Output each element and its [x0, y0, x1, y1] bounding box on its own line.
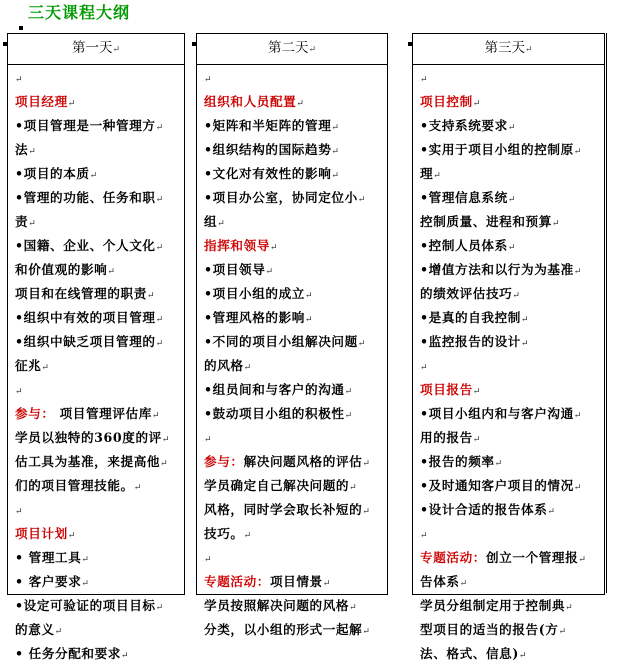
return-mark-icon: ↵: [151, 411, 160, 421]
return-mark-icon: ↵: [349, 603, 357, 613]
text-line: • 客户要求↵: [15, 574, 89, 589]
paragraph-mark: [19, 26, 23, 30]
return-mark-icon: ↵: [362, 507, 370, 517]
return-mark-icon: ↵: [331, 123, 339, 133]
return-mark-icon: ↵: [518, 651, 527, 661]
text-line: 组↵: [204, 214, 225, 229]
text-line: •文化对有效性的影响↵: [204, 166, 339, 181]
return-mark-icon: ↵: [81, 579, 89, 589]
text-line: •报告的频率↵: [420, 454, 503, 469]
return-mark-icon: ↵: [472, 435, 481, 445]
text-line: [204, 67, 381, 91]
text-line: •组织中缺乏项目管理的↵: [15, 334, 164, 349]
text-line: •组织结构的国际趋势↵: [204, 142, 339, 157]
return-mark-icon: ↵: [362, 627, 370, 637]
text-line: •设计合适的报告体系↵: [420, 502, 555, 517]
return-mark-icon: ↵: [573, 267, 582, 277]
return-mark-icon: ↵: [305, 291, 313, 301]
return-mark-icon: ↵: [507, 123, 516, 133]
return-mark-icon: ↵: [121, 651, 129, 661]
text-line: •实用于项目小组的控制原↵: [420, 142, 582, 157]
return-mark-icon: ↵: [305, 315, 313, 325]
return-mark-icon: ↵: [472, 99, 481, 109]
return-mark-icon: ↵: [521, 315, 529, 325]
text-line: 型项目的适当的报告(方↵: [420, 622, 567, 637]
section-heading: 参与：解决问题风格的评估↵: [204, 454, 370, 469]
text-line: •不同的项目小组解决问题↵: [204, 334, 366, 349]
text-line: •国籍、企业、个人文化↵: [15, 238, 164, 253]
return-mark-icon: ↵: [507, 243, 516, 253]
return-mark-icon: ↵: [155, 603, 164, 613]
text-line: •项目小组内和与客户沟通↵: [420, 406, 582, 421]
text-line: [420, 355, 598, 379]
column-body: [8, 65, 184, 667]
return-mark-icon: ↵: [349, 483, 357, 493]
return-mark-icon: ↵: [322, 579, 331, 589]
return-mark-icon: ↵: [344, 411, 353, 421]
text-line: •控制人员体系↵: [420, 238, 516, 253]
text-line: 项目和在线管理的职责↵: [15, 286, 155, 301]
text-line: 征兆↵: [15, 358, 49, 373]
text-line: •项目的本质↵: [15, 166, 98, 181]
return-mark-icon: ↵: [89, 171, 98, 181]
right-margin-line: [606, 33, 607, 593]
return-mark-icon: ↵: [15, 75, 23, 85]
return-mark-icon: ↵: [28, 219, 36, 229]
section-heading: 项目控制↵: [420, 94, 481, 109]
bullet-square-icon: [408, 42, 412, 46]
text-line: •支持系统要求↵: [420, 118, 516, 133]
day1-column: [7, 33, 185, 661]
text-line: •组员间和与客户的沟通↵: [204, 382, 353, 397]
text-line: 风格，同时学会取长补短的↵: [204, 502, 370, 517]
text-line: [420, 67, 598, 91]
return-mark-icon: ↵: [265, 267, 273, 277]
text-line: [15, 499, 178, 523]
return-mark-icon: ↵: [112, 45, 121, 55]
return-mark-icon: ↵: [344, 387, 353, 397]
text-line: [204, 427, 381, 451]
return-mark-icon: ↵: [155, 339, 164, 349]
return-mark-icon: ↵: [308, 45, 317, 55]
section-heading: 专题活动：创立一个管理报↵: [420, 550, 586, 565]
return-mark-icon: ↵: [512, 291, 520, 301]
text-line: •是真的自我控制↵: [420, 310, 529, 325]
return-mark-icon: ↵: [578, 555, 586, 565]
text-line: 的风格↵: [204, 358, 252, 373]
text-line: 分类，以小组的形式一起解↵: [204, 622, 370, 637]
text-line: [15, 67, 178, 91]
column-header: [197, 34, 387, 65]
return-mark-icon: ↵: [155, 315, 164, 325]
return-mark-icon: ↵: [41, 363, 49, 373]
text-line: 学员按照解决问题的风格↵: [204, 598, 357, 613]
text-line: 技巧。↵: [204, 526, 252, 541]
text-line: 理↵: [420, 166, 441, 181]
text-line: • 管理工具↵: [15, 550, 89, 565]
bullet-square-icon: [3, 42, 7, 46]
return-mark-icon: ↵: [558, 627, 567, 637]
text-line: 法↵: [15, 142, 36, 157]
return-mark-icon: ↵: [507, 195, 516, 205]
return-mark-icon: ↵: [243, 363, 252, 373]
return-mark-icon: ↵: [204, 435, 212, 445]
return-mark-icon: ↵: [155, 243, 164, 253]
text-line: 学员分组制定用于控制典↵: [420, 598, 573, 613]
section-heading: 项目报告↵: [420, 382, 481, 397]
return-mark-icon: ↵: [551, 219, 560, 229]
section-heading: 参与： 项目管理评估库↵: [15, 406, 160, 421]
return-mark-icon: ↵: [494, 459, 503, 469]
return-mark-icon: ↵: [362, 459, 370, 469]
return-mark-icon: ↵: [54, 627, 63, 637]
day2-column: [196, 33, 388, 637]
return-mark-icon: ↵: [15, 387, 23, 397]
column-header: [8, 34, 184, 65]
text-line: •矩阵和半矩阵的管理↵: [204, 118, 339, 133]
return-mark-icon: ↵: [547, 507, 555, 517]
section-heading: 项目计划↵: [15, 526, 76, 541]
return-mark-icon: ↵: [107, 267, 115, 277]
return-mark-icon: ↵: [524, 45, 533, 55]
return-mark-icon: ↵: [573, 483, 582, 493]
text-line: •项目管理是一种管理方↵: [15, 118, 164, 133]
column-header-text: 第一天: [71, 40, 113, 56]
return-mark-icon: ↵: [296, 99, 304, 109]
return-mark-icon: ↵: [357, 339, 366, 349]
text-line: [204, 547, 381, 571]
return-mark-icon: ↵: [81, 555, 89, 565]
return-mark-icon: ↵: [67, 99, 76, 109]
section-heading: 专题活动：项目情景↵: [204, 574, 331, 589]
text-line: •管理信息系统↵: [420, 190, 516, 205]
text-line: 责↵: [15, 214, 36, 229]
return-mark-icon: ↵: [420, 531, 428, 541]
return-mark-icon: ↵: [433, 171, 441, 181]
return-mark-icon: ↵: [331, 147, 339, 157]
column-header: [413, 34, 604, 65]
return-mark-icon: ↵: [573, 147, 582, 157]
return-mark-icon: ↵: [573, 411, 582, 421]
text-line: • 任务分配和要求↵: [15, 646, 129, 661]
return-mark-icon: ↵: [155, 195, 164, 205]
return-mark-icon: ↵: [133, 483, 142, 493]
return-mark-icon: ↵: [565, 603, 573, 613]
return-mark-icon: ↵: [420, 363, 428, 373]
return-mark-icon: ↵: [204, 75, 212, 85]
text-line: 用的报告↵: [420, 430, 481, 445]
column-header-text: 第二天: [267, 40, 309, 56]
text-line: 学员确定自己解决问题的↵: [204, 478, 357, 493]
return-mark-icon: ↵: [420, 75, 428, 85]
column-body: [197, 65, 387, 643]
column-body: [413, 65, 604, 667]
return-mark-icon: ↵: [28, 147, 36, 157]
page-title: 三天课程大纲: [28, 3, 131, 22]
return-mark-icon: ↵: [160, 459, 168, 469]
text-line: [420, 523, 598, 547]
text-line: 法、格式、信息)↵: [420, 646, 527, 661]
return-mark-icon: ↵: [15, 507, 23, 517]
return-mark-icon: ↵: [472, 387, 481, 397]
return-mark-icon: ↵: [357, 195, 366, 205]
return-mark-icon: ↵: [269, 243, 278, 253]
return-mark-icon: ↵: [155, 123, 164, 133]
text-line: 的意义↵: [15, 622, 63, 637]
text-line: •监控报告的设计↵: [420, 334, 529, 349]
return-mark-icon: ↵: [67, 531, 76, 541]
text-line: 控制质量、进程和预算↵: [420, 214, 560, 229]
return-mark-icon: ↵: [459, 579, 468, 589]
text-line: •组织中有效的项目管理↵: [15, 310, 164, 325]
text-line: •增值方法和以行为为基准↵: [420, 262, 582, 277]
column-header-text: 第三天: [484, 40, 525, 56]
text-line: 们的项目管理技能。↵: [15, 478, 142, 493]
return-mark-icon: ↵: [161, 435, 170, 445]
text-line: •项目办公室，协同定位小↵: [204, 190, 366, 205]
text-line: •管理的功能、任务和职↵: [15, 190, 164, 205]
text-line: 告体系↵: [420, 574, 468, 589]
text-line: [15, 379, 178, 403]
section-heading: 组织和人员配置↵: [204, 94, 304, 109]
day3-column: [412, 33, 605, 661]
return-mark-icon: ↵: [204, 555, 212, 565]
text-line: •设定可验证的项目目标↵: [15, 598, 164, 613]
text-line: 估工具为基准，来提高他↵: [15, 454, 168, 469]
section-heading: 项目经理↵: [15, 94, 76, 109]
text-line: 的绩效评估技巧↵: [420, 286, 520, 301]
text-line: 和价值观的影响↵: [15, 262, 115, 277]
text-line: •项目小组的成立↵: [204, 286, 313, 301]
text-line: 学员以独特的360度的评↵: [15, 430, 170, 445]
return-mark-icon: ↵: [331, 171, 339, 181]
text-line: •项目领导↵: [204, 262, 273, 277]
text-line: •及时通知客户项目的情况↵: [420, 478, 582, 493]
bullet-square-icon: [192, 42, 196, 46]
section-heading: 指挥和领导↵: [204, 238, 278, 253]
return-mark-icon: ↵: [243, 531, 252, 541]
text-line: •鼓动项目小组的积极性↵: [204, 406, 353, 421]
return-mark-icon: ↵: [521, 339, 529, 349]
return-mark-icon: ↵: [146, 291, 155, 301]
text-line: •管理风格的影响↵: [204, 310, 313, 325]
return-mark-icon: ↵: [217, 219, 225, 229]
